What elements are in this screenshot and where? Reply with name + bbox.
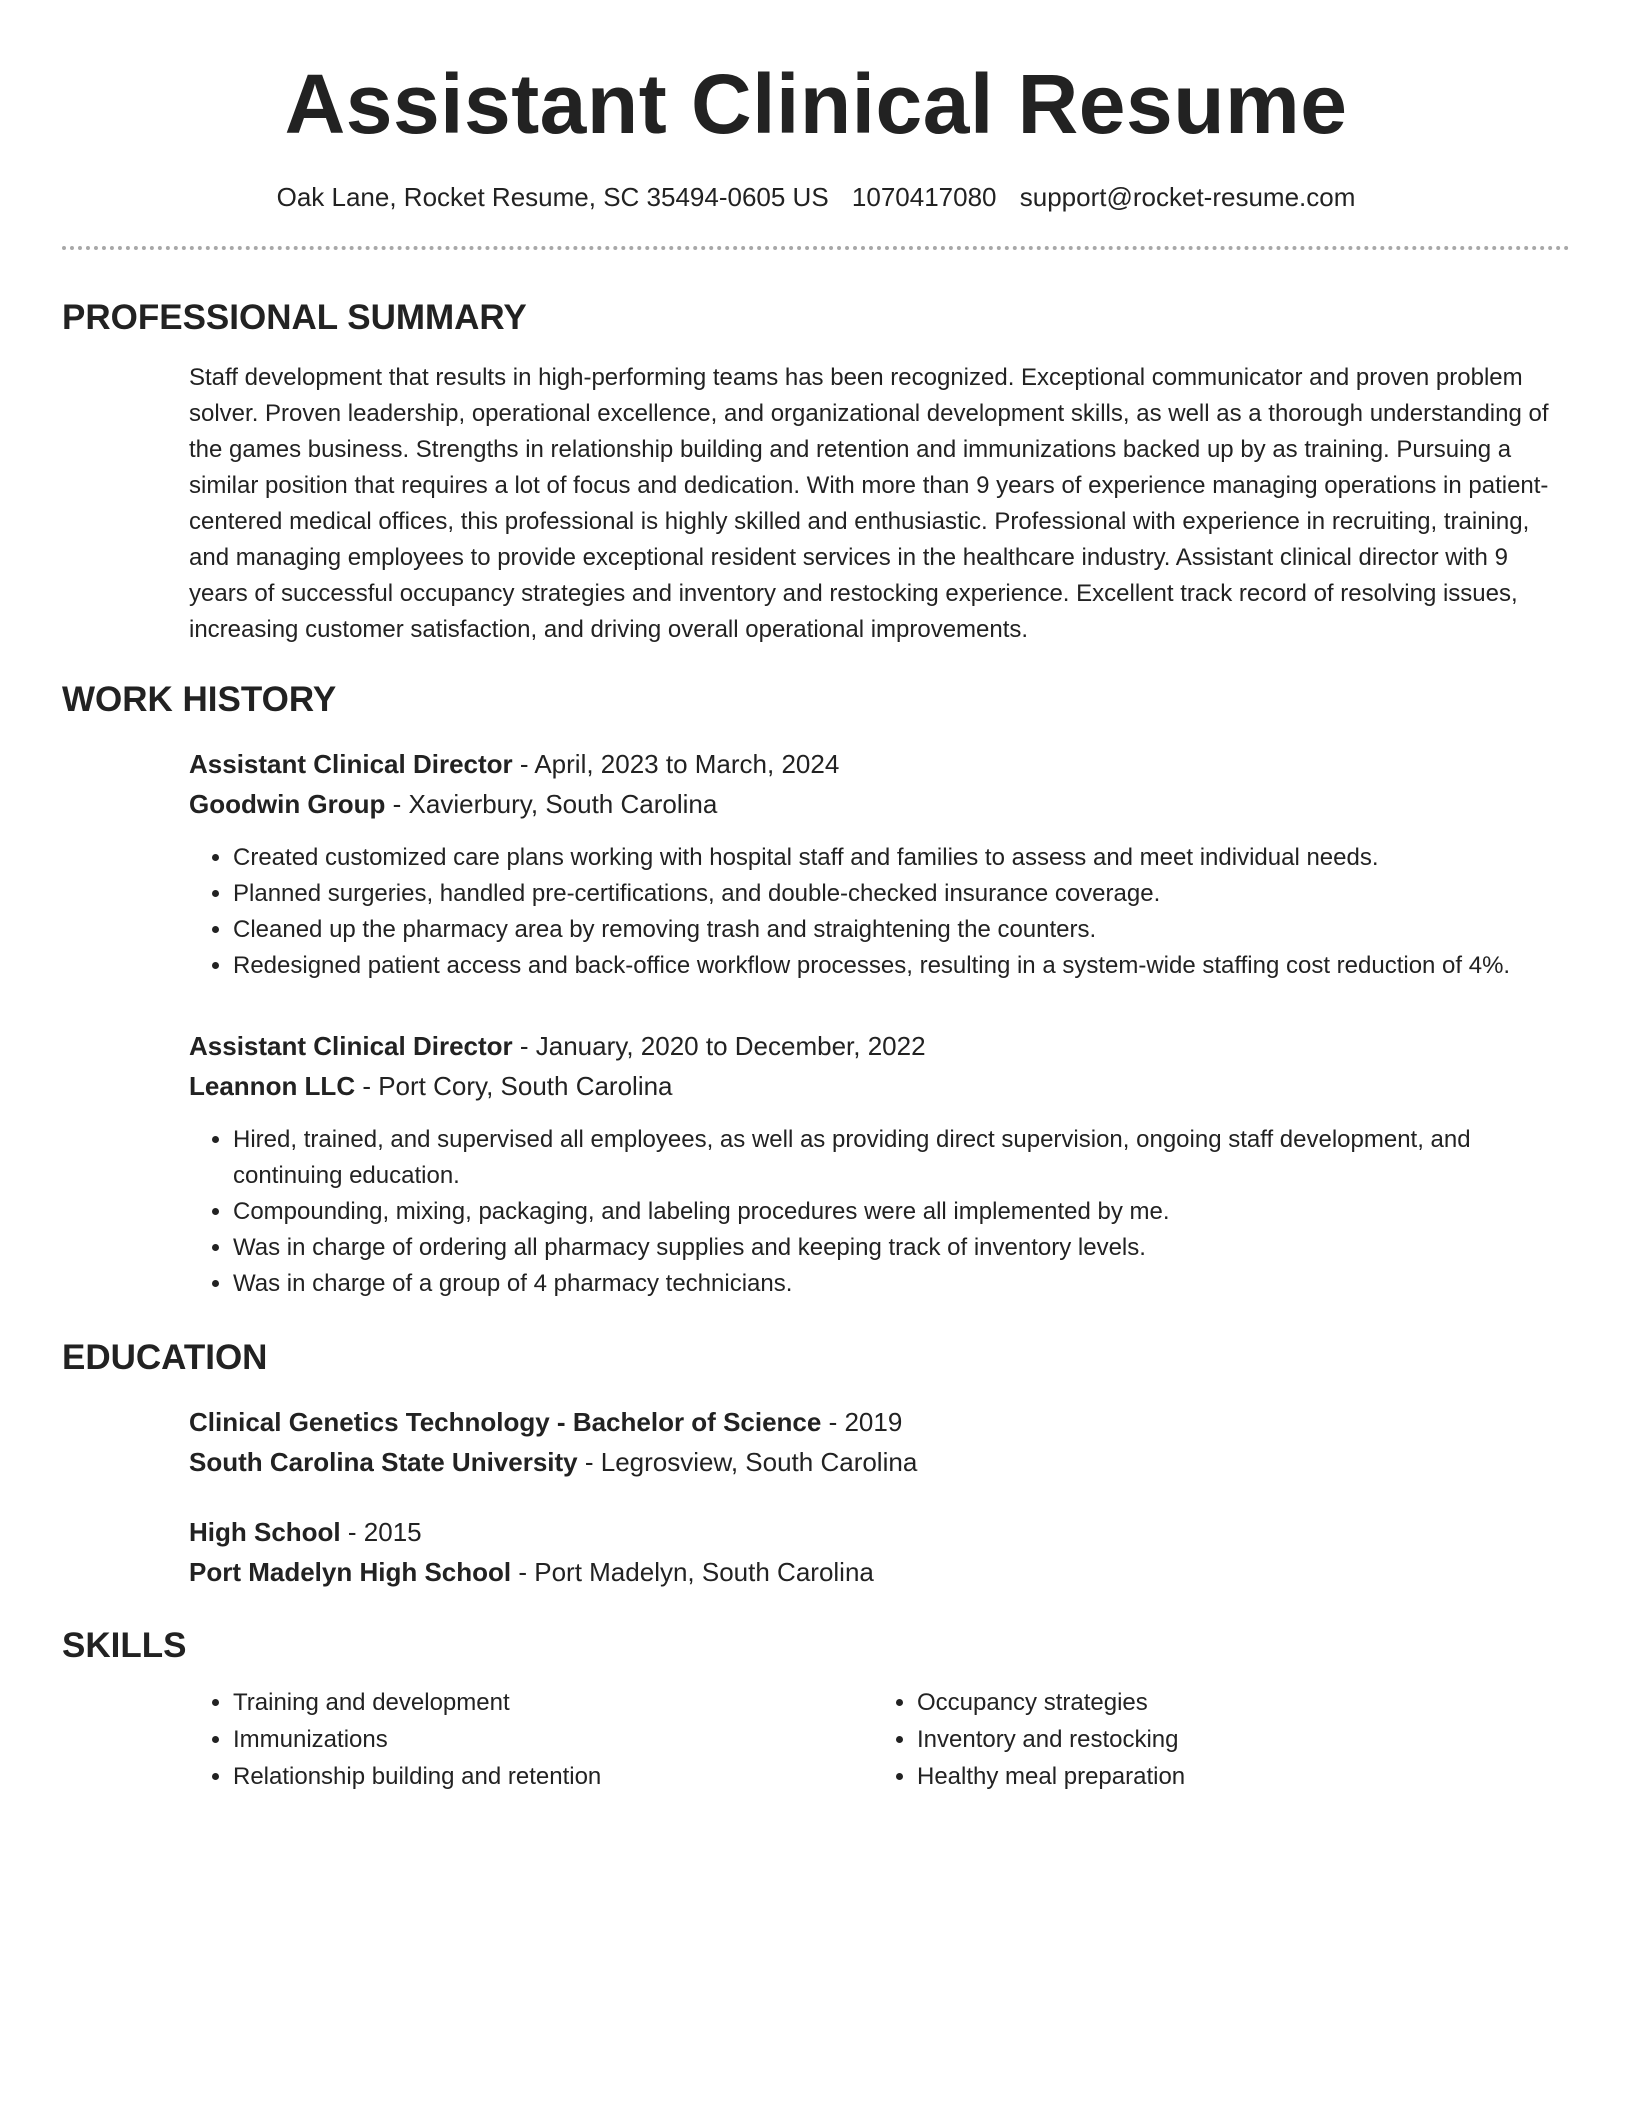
contact-info bbox=[62, 180, 1570, 214]
skill-item: • Training and development bbox=[233, 1684, 873, 1721]
job-location: - Port Cory, South Carolina bbox=[355, 1071, 673, 1101]
job-company: Goodwin Group bbox=[189, 789, 386, 819]
job-bullet: • Cleaned up the pharmacy area by removing trash and straightening the counters. bbox=[233, 912, 1570, 948]
section-title-work-history: WORK HISTORY bbox=[62, 680, 337, 719]
education-location: - Port Madelyn, South Carolina bbox=[511, 1557, 874, 1587]
resume-title: Assistant Clinical Resume bbox=[284, 57, 1348, 151]
education-school-line bbox=[189, 1442, 1570, 1482]
skill-item: • Inventory and restocking bbox=[917, 1721, 1557, 1758]
section-title-education: EDUCATION bbox=[62, 1338, 268, 1377]
job-bullets bbox=[189, 1122, 1570, 1302]
job-role: Assistant Clinical Director bbox=[189, 1031, 513, 1061]
job-company-line bbox=[189, 1066, 1570, 1106]
job-bullet: • Created customized care plans working with hospital staff and families to assess and meet individual needs. bbox=[233, 840, 1570, 876]
job-bullet: • Hired, trained, and supervised all employees, as well as providing direct supervision, ongoing staff development, and continuing education. bbox=[233, 1122, 1570, 1194]
job-bullet: • Compounding, mixing, packaging, and labeling procedures were all implemented by me. bbox=[233, 1194, 1570, 1230]
education-school: South Carolina State University bbox=[189, 1447, 578, 1477]
section-title-skills: SKILLS bbox=[62, 1626, 187, 1665]
contact-email: support@rocket-resume.com bbox=[1019, 182, 1356, 212]
education-location: - Legrosview, South Carolina bbox=[577, 1447, 918, 1477]
job-company: Leannon LLC bbox=[189, 1071, 356, 1101]
contact-address: Oak Lane, Rocket Resume, SC 35494-0605 US bbox=[276, 182, 829, 212]
section-title-summary: PROFESSIONAL SUMMARY bbox=[62, 298, 527, 337]
education-degree-line bbox=[189, 1512, 1570, 1552]
education-list bbox=[189, 1402, 1570, 1592]
skill-item: • Healthy meal preparation bbox=[917, 1758, 1557, 1795]
education-school-line bbox=[189, 1552, 1570, 1592]
job-company-line bbox=[189, 784, 1570, 824]
contact-phone: 1070417080 bbox=[851, 182, 997, 212]
job-heading bbox=[189, 744, 1570, 784]
skills-column-right bbox=[873, 1684, 1557, 1795]
education-degree: High School bbox=[189, 1517, 341, 1547]
education-year: - 2019 bbox=[821, 1407, 903, 1437]
work-history-list bbox=[189, 744, 1570, 1302]
job-bullet: • Planned surgeries, handled pre-certifications, and double-checked insurance coverage. bbox=[233, 876, 1570, 912]
education-entry bbox=[189, 1512, 1570, 1592]
education-entry bbox=[189, 1402, 1570, 1482]
job-bullets bbox=[189, 840, 1570, 984]
education-degree-line bbox=[189, 1402, 1570, 1442]
skill-item: • Immunizations bbox=[233, 1721, 873, 1758]
skills-grid bbox=[189, 1684, 1570, 1795]
job-dates: - April, 2023 to March, 2024 bbox=[512, 749, 840, 779]
education-year: - 2015 bbox=[340, 1517, 422, 1547]
header-divider bbox=[62, 246, 1570, 250]
job-role: Assistant Clinical Director bbox=[189, 749, 513, 779]
education-degree: Clinical Genetics Technology - Bachelor of Science bbox=[189, 1407, 822, 1437]
job-dates: - January, 2020 to December, 2022 bbox=[512, 1031, 926, 1061]
job-bullet: • Redesigned patient access and back-office workflow processes, resulting in a system-wide staffing cost reduction of 4%. bbox=[233, 948, 1570, 984]
summary-text: Staff development that results in high-performing teams has been recognized. Exceptional communicator and proven problem solver. Proven leadership, operational excellence, and organizational development skills, as well as a thorough understanding of the games business. Strengths in relationship building and retention and immunizations backed up by as training. Pursuing a similar position that requires a lot of focus and dedication. With more than 9 years of experience managing operations in patient-centered medical offices, this professional is highly skilled and enthusiastic. Professional with experience in recruiting, training, and managing employees to provide exceptional resident services in the healthcare industry. Assistant clinical director with 9 years of successful occupancy strategies and inventory and restocking experience. Excellent track record of resolving issues, increasing customer satisfaction, and driving overall operational improvements. bbox=[189, 364, 1549, 643]
skills-column-left bbox=[189, 1684, 873, 1795]
job-bullet: • Was in charge of ordering all pharmacy supplies and keeping track of inventory levels. bbox=[233, 1230, 1570, 1266]
job-heading bbox=[189, 1026, 1570, 1066]
skill-item: • Relationship building and retention bbox=[233, 1758, 873, 1795]
education-school: Port Madelyn High School bbox=[189, 1557, 512, 1587]
job-location: - Xavierbury, South Carolina bbox=[385, 789, 718, 819]
job-entry bbox=[189, 1026, 1570, 1302]
job-bullet: • Was in charge of a group of 4 pharmacy technicians. bbox=[233, 1266, 1570, 1302]
skill-item: • Occupancy strategies bbox=[917, 1684, 1557, 1721]
job-entry bbox=[189, 744, 1570, 984]
